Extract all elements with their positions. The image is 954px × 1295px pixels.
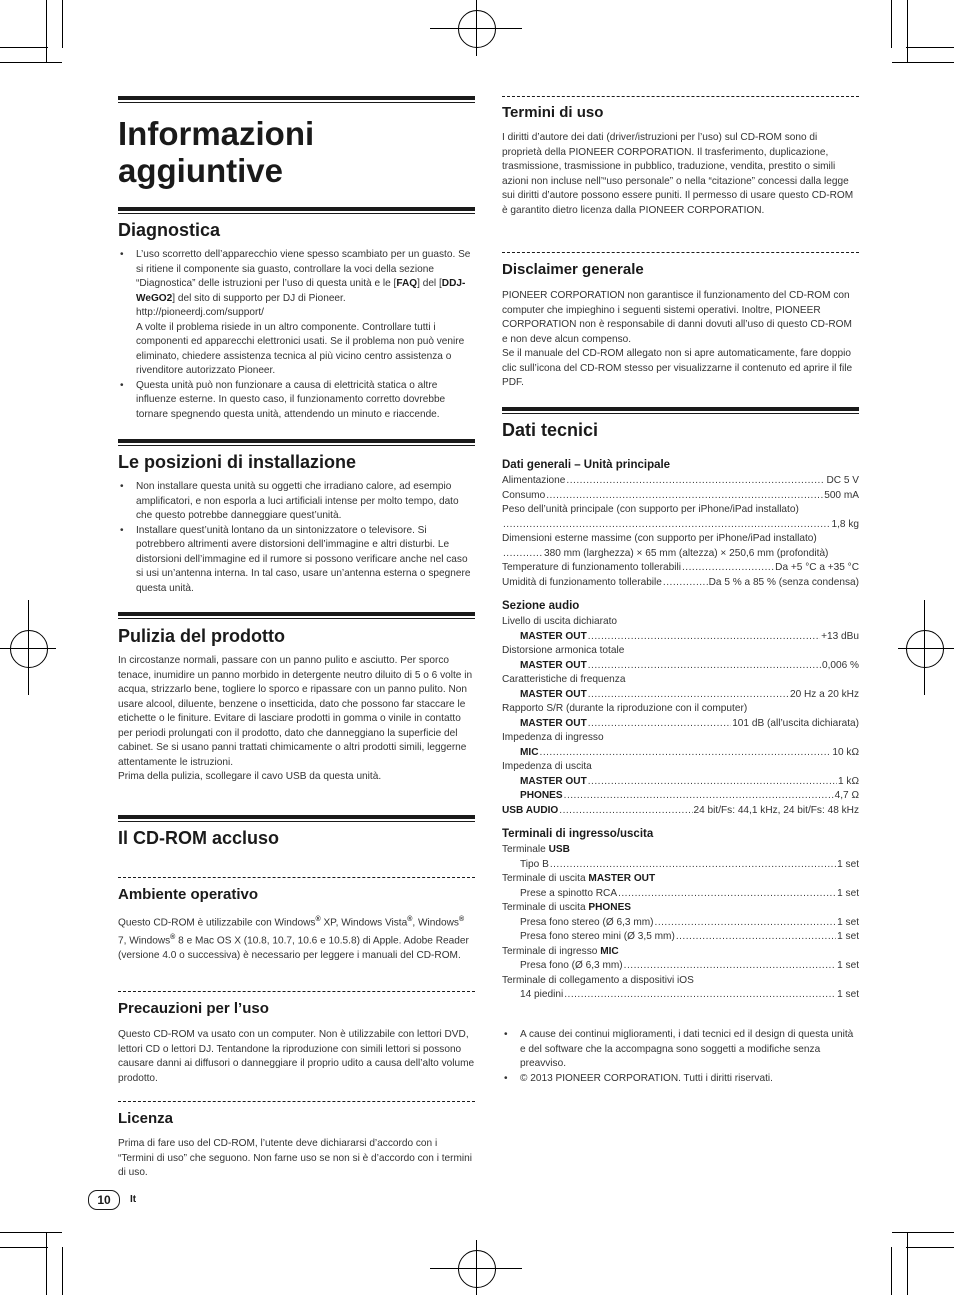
heading-dati-tecnici: Dati tecnici [502,420,599,440]
spec-label: Peso dell’unità principale (con supporto per iPhone/iPad installato) [502,504,799,515]
pulizia-text: In circostanze normali, passare con un panno pulito e asciutto. Per sporco tenace, inumidire un panno morbido in detergente neutro diluito di 5 o 6 volte in acqua, strizzarlo bene, togliere lo sporco e ripassare con un panno pulito. Non usare alcool, diluente, benzene o insetticida, dato che possono far staccare le etichette o le finiture. Evitare di lasciare prodotti in gomma o vinile in contatto per periodi prolungati con il prodotto, dato che danneggiano la superficie del cabinet. Se si usano panni trattati chimicamente o altri prodotti simili, leggerne attentamente le istruzioni. Prima della pulizia, scollegare il cavo USB da questa unità. [118,655,473,782]
spec-row: PHONES ..... 4,7 Ω [502,789,859,804]
heading-termini: Termini di uso [502,104,604,121]
notes-list [502,1028,859,1086]
spec-label: Rapporto S/R (durante la riproduzione con il computer) [502,703,748,714]
title-rule [118,96,475,103]
spec-label: Impedenza di ingresso [502,732,604,743]
spec-row: ..... 380 mm (larghezza) × 65 mm (altezza) × 250,6 mm (profondità) [502,547,859,562]
heading-precauzioni: Precauzioni per l’uso [118,1000,269,1017]
dashed-rule [118,991,475,992]
section-rule [118,439,475,446]
spec-row: Presa fono stereo (Ø 6,3 mm) ..... 1 set [502,916,859,931]
termini-text: I diritti d’autore dei dati (driver/istruzioni per l’uso) sul CD-ROM sono di proprietà della PIONEER CORPORATION. Il trasferimento, duplicazione, trasmissione, trasmissione in pubblico, traduzione, vendita, prestito o simili azioni non incluse nell’“uso personale” o nella “citazione” concessi dalla legge sui diritti d’autore possono essere puniti. Il permesso di usare questo CD-ROM è garantito dietro licenza dalla PIONEER CORPORATION. [502,132,854,216]
spec-label: Terminale USB [502,844,570,855]
disclaimer-text: PIONEER CORPORATION non garantisce il funzionamento del CD-ROM con computer che impieghino i seguenti sistemi operativi. Inoltre, PIONEER CORPORATION non è responsabile di danni dovuti all’uso di questo CD-ROM e non deve alcun compenso. Se il manuale del CD-ROM allegato non si apre automaticamente, fare doppio clic sull’icona del CD-ROM stesso per visualizzarne il contenuto ed aprire il file PDF. [502,290,853,388]
page-number: 10 [88,1190,120,1210]
dashed-rule [118,1101,475,1102]
spec-row: MASTER OUT ..... 20 Hz a 20 kHz [502,688,859,703]
language-code: It [130,1194,137,1205]
heading-licenza: Licenza [118,1110,174,1127]
section-rule [118,815,475,822]
spec-row: Alimentazione ..... DC 5 V [502,474,859,489]
spec-audio [502,615,859,818]
diagnostica-list [118,248,475,422]
spec-row: 14 piedini ..... 1 set [502,988,859,1003]
spec-row: Prese a spinotto RCA ..... 1 set [502,887,859,902]
list-item: • Questa unità può non funzionare a causa di elettricità statica o altre influenze esterne. In questo caso, il funzionamento corretto dovrebbe tornare spegnendo questa unità, attendendo un minuto e riaccende. [118,379,475,423]
spec-row: Temperature di funzionamento tollerabili ..... Da +5 °C a +35 °C [502,561,859,576]
section-rule [118,207,475,214]
spec-label: Terminale di ingresso MIC [502,945,619,957]
spec-row: MASTER OUT ..... 101 dB (all’uscita dichiarata) [502,717,859,732]
spec-row: MASTER OUT ..... 0,006 % [502,659,859,674]
page-title: Informazioni aggiuntive [118,115,315,189]
spec-label: Impedenza di uscita [502,761,592,772]
posizioni-list [118,480,475,596]
dashed-rule [502,96,859,97]
spec-row: MIC ..... 10 kΩ [502,746,859,761]
support-link: http://pioneerdj.com/support/ [136,307,264,318]
spec-row: Presa fono (Ø 6,3 mm) ..... 1 set [502,959,859,974]
spec-terminali [502,843,859,1003]
section-rule [118,612,475,619]
licenza-text: Prima di fare uso del CD-ROM, l’utente deve dichiararsi d’accordo con i “Termini di uso” che seguono. Non farne uso se non si è d’accordo con i termini di uso. [118,1138,473,1178]
spec-label: Distorsione armonica totale [502,645,625,656]
dashed-rule [502,252,859,253]
list-item: • Installare quest’unità lontano da un sintonizzatore o televisore. Si potrebbero altrimenti avere distorsioni dell’immagine e altri disturbi. Le distorsioni dell’immagine ed il rumore si possono verificare anche nel caso si usi un’antenna interna. In tal caso, usare un’antenna esterna o spegnere questa unità. [118,524,475,597]
heading-pulizia: Pulizia del prodotto [118,626,285,646]
spec-label: Dimensioni esterne massime (con supporto per iPhone/iPad installato) [502,533,817,544]
precauzioni-text: Questo CD-ROM va usato con un computer. Non è utilizzabile con lettori DVD, lettori CD o lettori DJ. Tentandone la riproduzione con simili lettori si possono causare danni ai diffusori o danneggiare il proprio udito a causa dell’alto volume prodotto. [118,1029,475,1084]
heading-dati-generali: Dati generali – Unità principale [502,459,671,471]
section-rule [502,407,859,414]
spec-row: MASTER OUT ..... 1 kΩ [502,775,859,790]
spec-generali [502,474,859,590]
heading-ambiente: Ambiente operativo [118,886,259,903]
heading-posizioni: Le posizioni di installazione [118,452,357,472]
dashed-rule [118,877,475,878]
spec-row: Consumo ..... 500 mA [502,489,859,504]
spec-row: Umidità di funzionamento tollerabile ..... Da 5 % a 85 % (senza condensa) [502,576,859,591]
ambiente-text: Questo CD-ROM è utilizzabile con Windows® XP, Windows Vista®, Windows® 7, Windows® 8 e Mac OS X (10.8, 10.7, 10.6 e 10.5.8) di Apple. Adobe Reader (versione 4.0 o successiva) è necessario per leggere i manuali del CD-ROM. [118,916,469,961]
heading-disclaimer: Disclaimer generale [502,261,644,278]
spec-label: Terminale di collegamento a dispositivi iOS [502,974,694,986]
list-item: • A cause dei continui miglioramenti, i dati tecnici ed il design di questa unità e del software che la accompagna sono soggetti a modifiche senza preavviso. [502,1028,859,1072]
heading-cdrom: Il CD-ROM accluso [118,828,280,848]
spec-row: Presa fono stereo mini (Ø 3,5 mm) ..... 1 set [502,930,859,945]
spec-row: Tipo B ..... 1 set [502,858,859,873]
list-item: • L’uso scorretto dell’apparecchio viene spesso scambiato per un guasto. Se si ritiene il componente sia guasto, controllare la voci della sezione “Diagnostica” delle istruzioni per l’uso di questa unità e le [FAQ] del [DDJ-WeGO2] del sito di supporto per DJ di Pioneer. http://pioneerdj.com/support/ A volte il problema risiede in un altro componente. Controllare tutti i componenti ed apparecchi elettronici usati. Se il problema non può venire eliminato, chiedere assistenza tecnica al più vicino centro assistenza o rivenditore autorizzato Pioneer. [118,248,475,379]
spec-label: Caratteristiche di frequenza [502,674,626,685]
heading-diagnostica: Diagnostica [118,220,221,240]
spec-row: USB AUDIO ..... 24 bit/Fs: 44,1 kHz, 24 bit/Fs: 48 kHz [502,804,859,819]
spec-label: Terminale di uscita PHONES [502,902,632,913]
list-item: • Non installare questa unità su oggetti che irradiano calore, ad esempio amplificatori, e non esporla a luci artificiali intense per molto tempo, dato che questo potrebbe danneggiare quest’unità. [118,480,475,524]
heading-sezione-audio: Sezione audio [502,600,580,612]
spec-row: ..... 1,8 kg [502,518,859,533]
list-item: • © 2013 PIONEER CORPORATION. Tutti i diritti riservati. [502,1072,859,1087]
spec-label: Livello di uscita dichiarato [502,616,618,627]
spec-label: Terminale di uscita MASTER OUT [502,873,656,884]
heading-terminali: Terminali di ingresso/uscita [502,828,654,840]
spec-row: MASTER OUT ..... +13 dBu [502,630,859,645]
